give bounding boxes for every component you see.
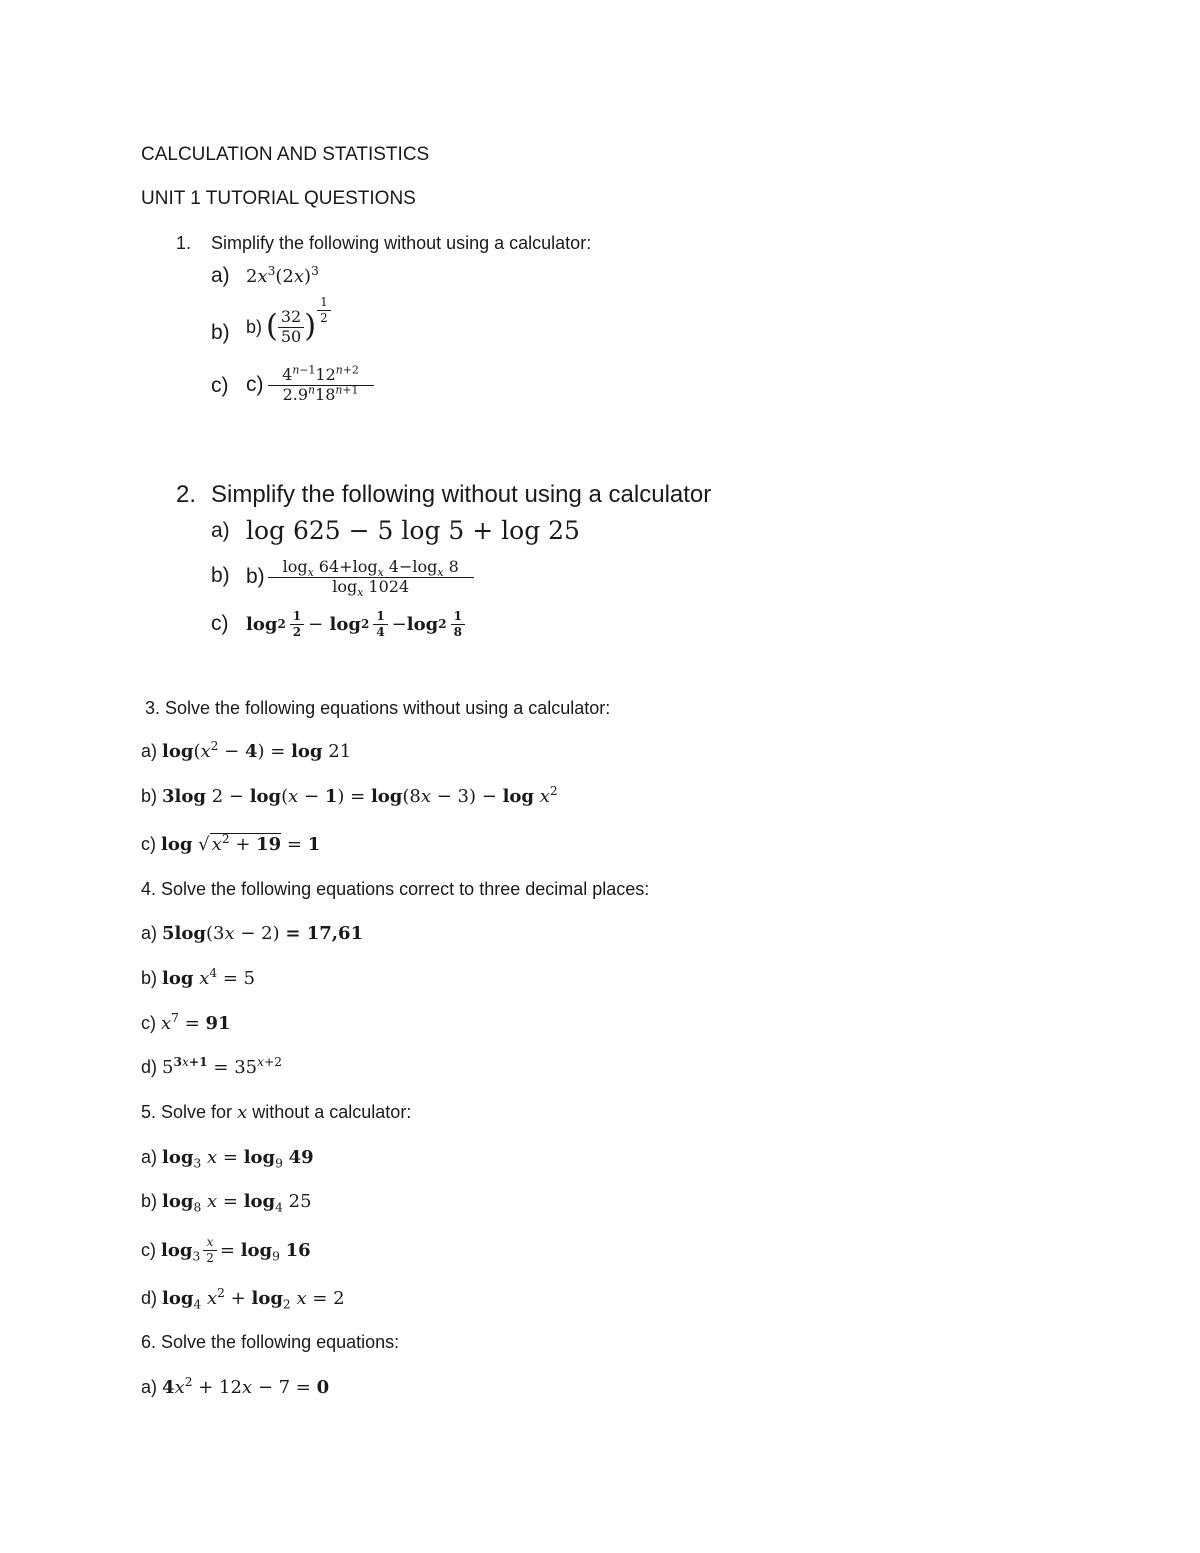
q5b-label: b) xyxy=(141,1191,158,1211)
q2b-inner-label: b) xyxy=(246,565,265,588)
q1b-label: b) xyxy=(211,321,230,344)
q6a-label: a) xyxy=(141,1377,158,1397)
q1-number: 1. xyxy=(176,233,192,253)
q6a-row: a) $4x^2 + 12x - 7 = 0$ xyxy=(141,1375,330,1398)
q3a-label: a) xyxy=(141,741,158,761)
q2c-expression: log 2 $\frac{1}{2}$ − log 2 $\frac{1}{4}$ − log 2 $\frac{1}{8}$ xyxy=(246,604,469,644)
q3c-row: c) log √ $x^2 + 19 = 1$ xyxy=(141,832,321,855)
q5d-row: d) $\log_4 x^2 + \log_2 x = 2$ xyxy=(141,1286,345,1312)
q1b-inner-label: b) xyxy=(246,316,263,337)
q3b-label: b) xyxy=(141,786,158,806)
q4a-rhs: = 17,61 xyxy=(285,923,364,944)
q4a-row: a) 5log(3x − 2) = 17,61 xyxy=(141,923,364,944)
q1c-label: c) xyxy=(211,374,229,397)
q3a-row: a) $\log(x^2 - 4) = \log 21$ xyxy=(141,739,352,762)
q1a-label: a) xyxy=(211,264,230,287)
q4c-row: c) $x^7 = 91$ xyxy=(141,1011,231,1034)
q5c-label: c) xyxy=(141,1239,156,1260)
q4b-label: b) xyxy=(141,968,158,988)
q6-instruction: 6. Solve the following equations: xyxy=(141,1332,400,1352)
q3c-label: c) xyxy=(141,834,156,854)
q5a-row: a) $\log_3 x = \log_9 49$ xyxy=(141,1147,314,1171)
q1c-inner-label: c) xyxy=(246,373,264,396)
q2a-expression: log 625 − 5 log 5 + log 25 xyxy=(246,516,580,545)
q2c-label: c) xyxy=(211,612,229,635)
q1b-expression: b) ( $\frac{32}{50}$ ) $\frac{1}{2}$ xyxy=(246,296,331,358)
q2-number: 2. xyxy=(176,481,197,508)
q4c-label: c) xyxy=(141,1013,156,1033)
q2a-label: a) xyxy=(211,519,230,542)
q4d-label: d) xyxy=(141,1057,158,1077)
q5-text-after: without a calculator: xyxy=(252,1102,412,1122)
q4d-row: d) $5^{3x+1} = 35^{x+2}$ xyxy=(141,1055,283,1078)
document-title: CALCULATION AND STATISTICS xyxy=(141,144,430,165)
q2b-expression: b) $\frac{\log_x 64+\log_x 4-\log_x 8}{\log_x 1024}$ xyxy=(246,551,474,603)
q4b-row: b) $\log x^4 = 5$ xyxy=(141,966,256,989)
q4a-label: a) xyxy=(141,923,158,943)
q2-instruction: Simplify the following without using a calculator xyxy=(211,481,712,508)
q1a-expression: $2x^3(2x)^3$ xyxy=(246,264,319,287)
q3b-row: b) 3log $2 - \log(x - 1) = \log(8x - 3) - \log x^2$ xyxy=(141,784,558,807)
q5-instruction xyxy=(141,1102,411,1123)
q2b-label: b) xyxy=(211,564,230,587)
q5-text-before: 5. Solve for xyxy=(141,1102,233,1122)
q5b-row: b) $\log_8 x = \log_4 25$ xyxy=(141,1191,312,1215)
q5c-row: c) $\log_3$ $\frac{x}{2}$ = $\log_9 16$ xyxy=(141,1234,311,1265)
q1-instruction: Simplify the following without using a calculator: xyxy=(211,233,592,253)
q3-instruction: 3. Solve the following equations without using a calculator: xyxy=(145,698,611,718)
q5d-label: d) xyxy=(141,1288,158,1308)
q5a-label: a) xyxy=(141,1147,158,1167)
q4-instruction: 4. Solve the following equations correct to three decimal places: xyxy=(141,879,650,899)
q1c-expression: c) $\frac{4^{n-1}12^{n+2}}{2.9^n18^{n+1}}$ xyxy=(246,357,374,413)
q5-variable: x xyxy=(237,1102,248,1123)
document-subtitle: UNIT 1 TUTORIAL QUESTIONS xyxy=(141,188,416,209)
